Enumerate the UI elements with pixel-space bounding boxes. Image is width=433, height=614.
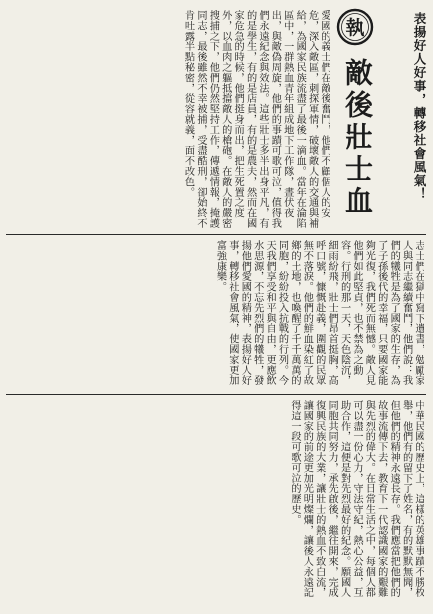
article-middle: 志士們在獄中寫下遺書，勉勵家人與同志繼續奮鬥，他們說：我們的犧牲是為了國家的生存，為了子孫後代的幸福，只要國家能夠光復，我們死而無憾。敵人見他們如此堅貞，也不禁為之動容。行刑的那一天，天色陰沉，細雨紛飛，壯士們昂首挺胸，高呼口號，慷慨赴義，圍觀的民眾無不落淚。他們的鮮血染紅了故鄉的土地，也喚醒了千千萬萬的同胞，紛紛投入抗戰的行列。今天我們享受和平與自由，更應飲水思源，不忘先烈們的犧牲，發揚他們愛國的精神，表揚好人好事，轉移社會風氣，使國家更加富強康樂。 bbox=[214, 240, 424, 386]
article-top: 愛國的義士們在敵後奮鬥，他們不顧個人的安危，深入敵區，刺探軍情，破壞敵人的交通與補給，為國家民族流盡了最後一滴血。當年在淪陷區中，一群熱血青年組成地下工作隊，晝伏夜出，與敵偽周旋，他們的事蹟可歌可泣，值得我們永遠紀念與效法。這些壯士多半出身平凡，有的是學生，有的是店員，有的是農夫，然而在國家危急的時候，他們挺身而出，把生死置之度外，以血肉之軀抵擋敵人的槍砲。在敵人的嚴密搜捕之下，他們仍然堅持工作，傳遞情報，掩護同志，最後雖然不幸被捕，受盡酷刑，卻始終不肯吐露半點秘密，從容就義，面不改色。 bbox=[182, 10, 330, 229]
section-divider-bottom bbox=[6, 394, 426, 395]
section-logo bbox=[336, 8, 374, 46]
side-note: 表揚好人好事，轉移社會風氣！ bbox=[412, 12, 427, 201]
logo-text: 執 bbox=[345, 17, 365, 39]
section-divider-top bbox=[6, 234, 426, 235]
page-title: 敵後壯士血 bbox=[341, 58, 374, 218]
article-bottom: 中華民國的歷史上，這樣的英雄事蹟不勝枚舉，他們有的留下了姓名，有的默默無聞，但他們的精神永遠長存。我們應當把他們的故事流傳下去，教育下一代認識國家的艱難與先烈的偉大。在日常生活之中，每個人都可以盡一份心力，守法守紀，熱心公益，互助合作，這便是對先烈最好的紀念。願國人同胞共同努力，承先啟後，繼往開來，完成復興民族的大業，讓壯士的熱血不致白流，讓國家的前途更加光明燦爛，讓後人永遠記得這一段可歌可泣的歷史。 bbox=[288, 400, 424, 598]
